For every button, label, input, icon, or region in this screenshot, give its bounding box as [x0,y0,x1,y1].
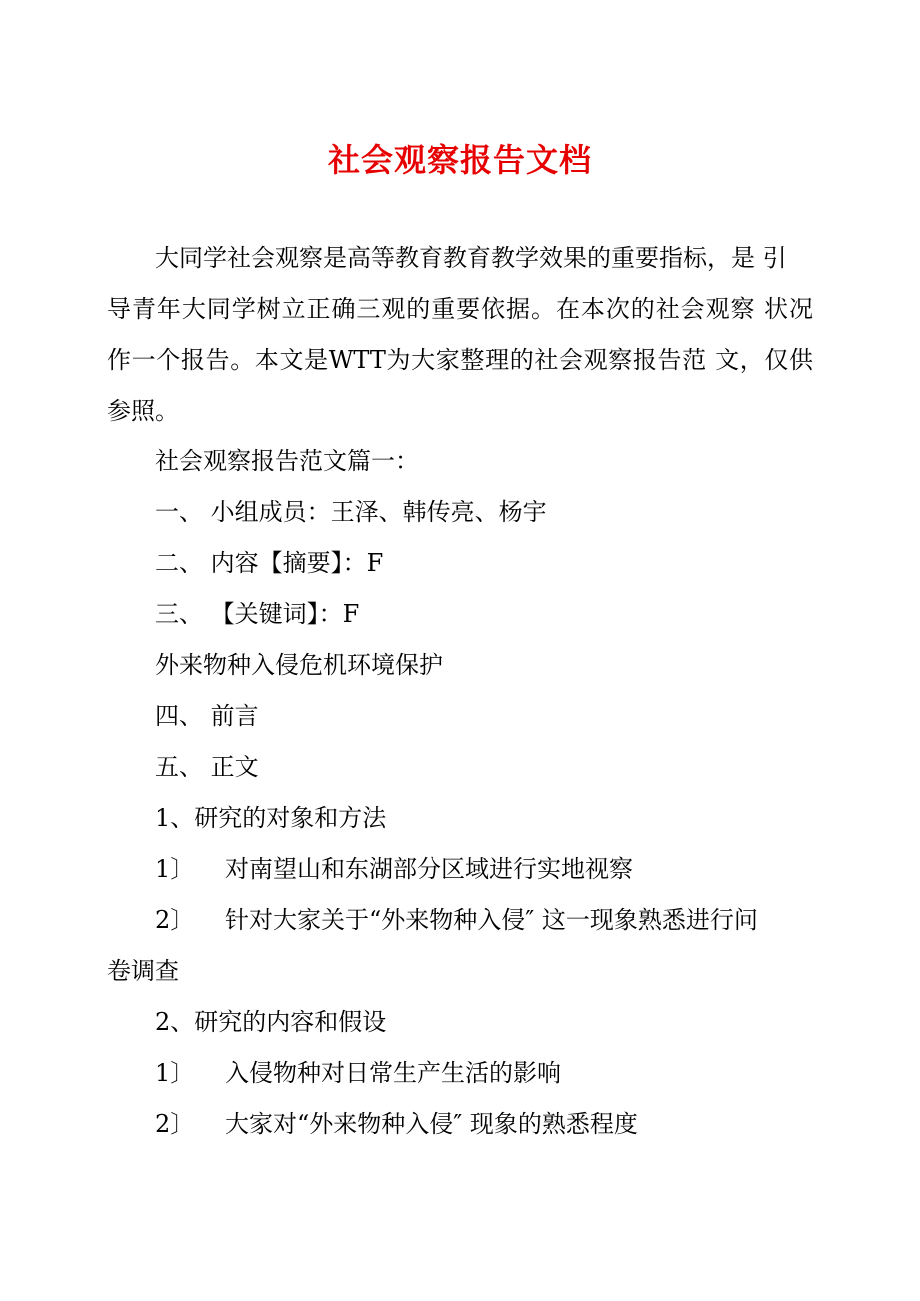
list-item [155,1104,638,1144]
list-item-number: 1〕 [155,1059,195,1087]
list-item-continuation: 卷调查 [107,957,179,985]
item-preface: 四、 前言 [155,702,259,730]
list-item-text: 对南望山和东湖部分区域进行实地视察 [225,855,633,883]
intro-line-2: 导青年大同学树立正确三观的重要依据。在本次的社会观察 状况 [107,295,813,323]
list-item-number: 2〕 [155,906,195,934]
list-item-number: 2〕 [155,1110,195,1138]
item-members: 一、 小组成员：王泽、韩传亮、杨宇 [155,498,547,526]
section-heading: 社会观察报告范文篇一： [155,447,419,475]
item-body: 五、 正文 [155,753,259,781]
document-title: 社会观察报告文档 [327,141,592,179]
keywords-value: 外来物种入侵危机环境保护 [155,651,443,679]
list-item [155,1053,561,1093]
list-item [155,849,633,889]
subsection-heading-2: 2、研究的内容和假设 [155,1008,387,1036]
list-item-number: 1〕 [155,855,195,883]
subsection-heading-1: 1、研究的对象和方法 [155,804,387,832]
intro-line-3: 作一个报告。本文是WTT为大家整理的社会观察报告范 文，仅供 [107,346,813,374]
item-keywords: 三、 【关键词】：F [155,600,360,628]
list-item [155,900,758,940]
list-item-text: 入侵物种对日常生产生活的影响 [225,1059,561,1087]
intro-line-4: 参照。 [107,397,179,425]
list-item-text: 针对大家关于“外来物种入侵″ 这一现象熟悉进行问 [225,906,758,934]
intro-line-1: 大同学社会观察是高等教育教育教学效果的重要指标，是 引 [155,244,787,272]
list-item-text: 大家对“外来物种入侵″ 现象的熟悉程度 [225,1110,638,1138]
item-abstract: 二、 内容【摘要】：F [155,549,384,577]
